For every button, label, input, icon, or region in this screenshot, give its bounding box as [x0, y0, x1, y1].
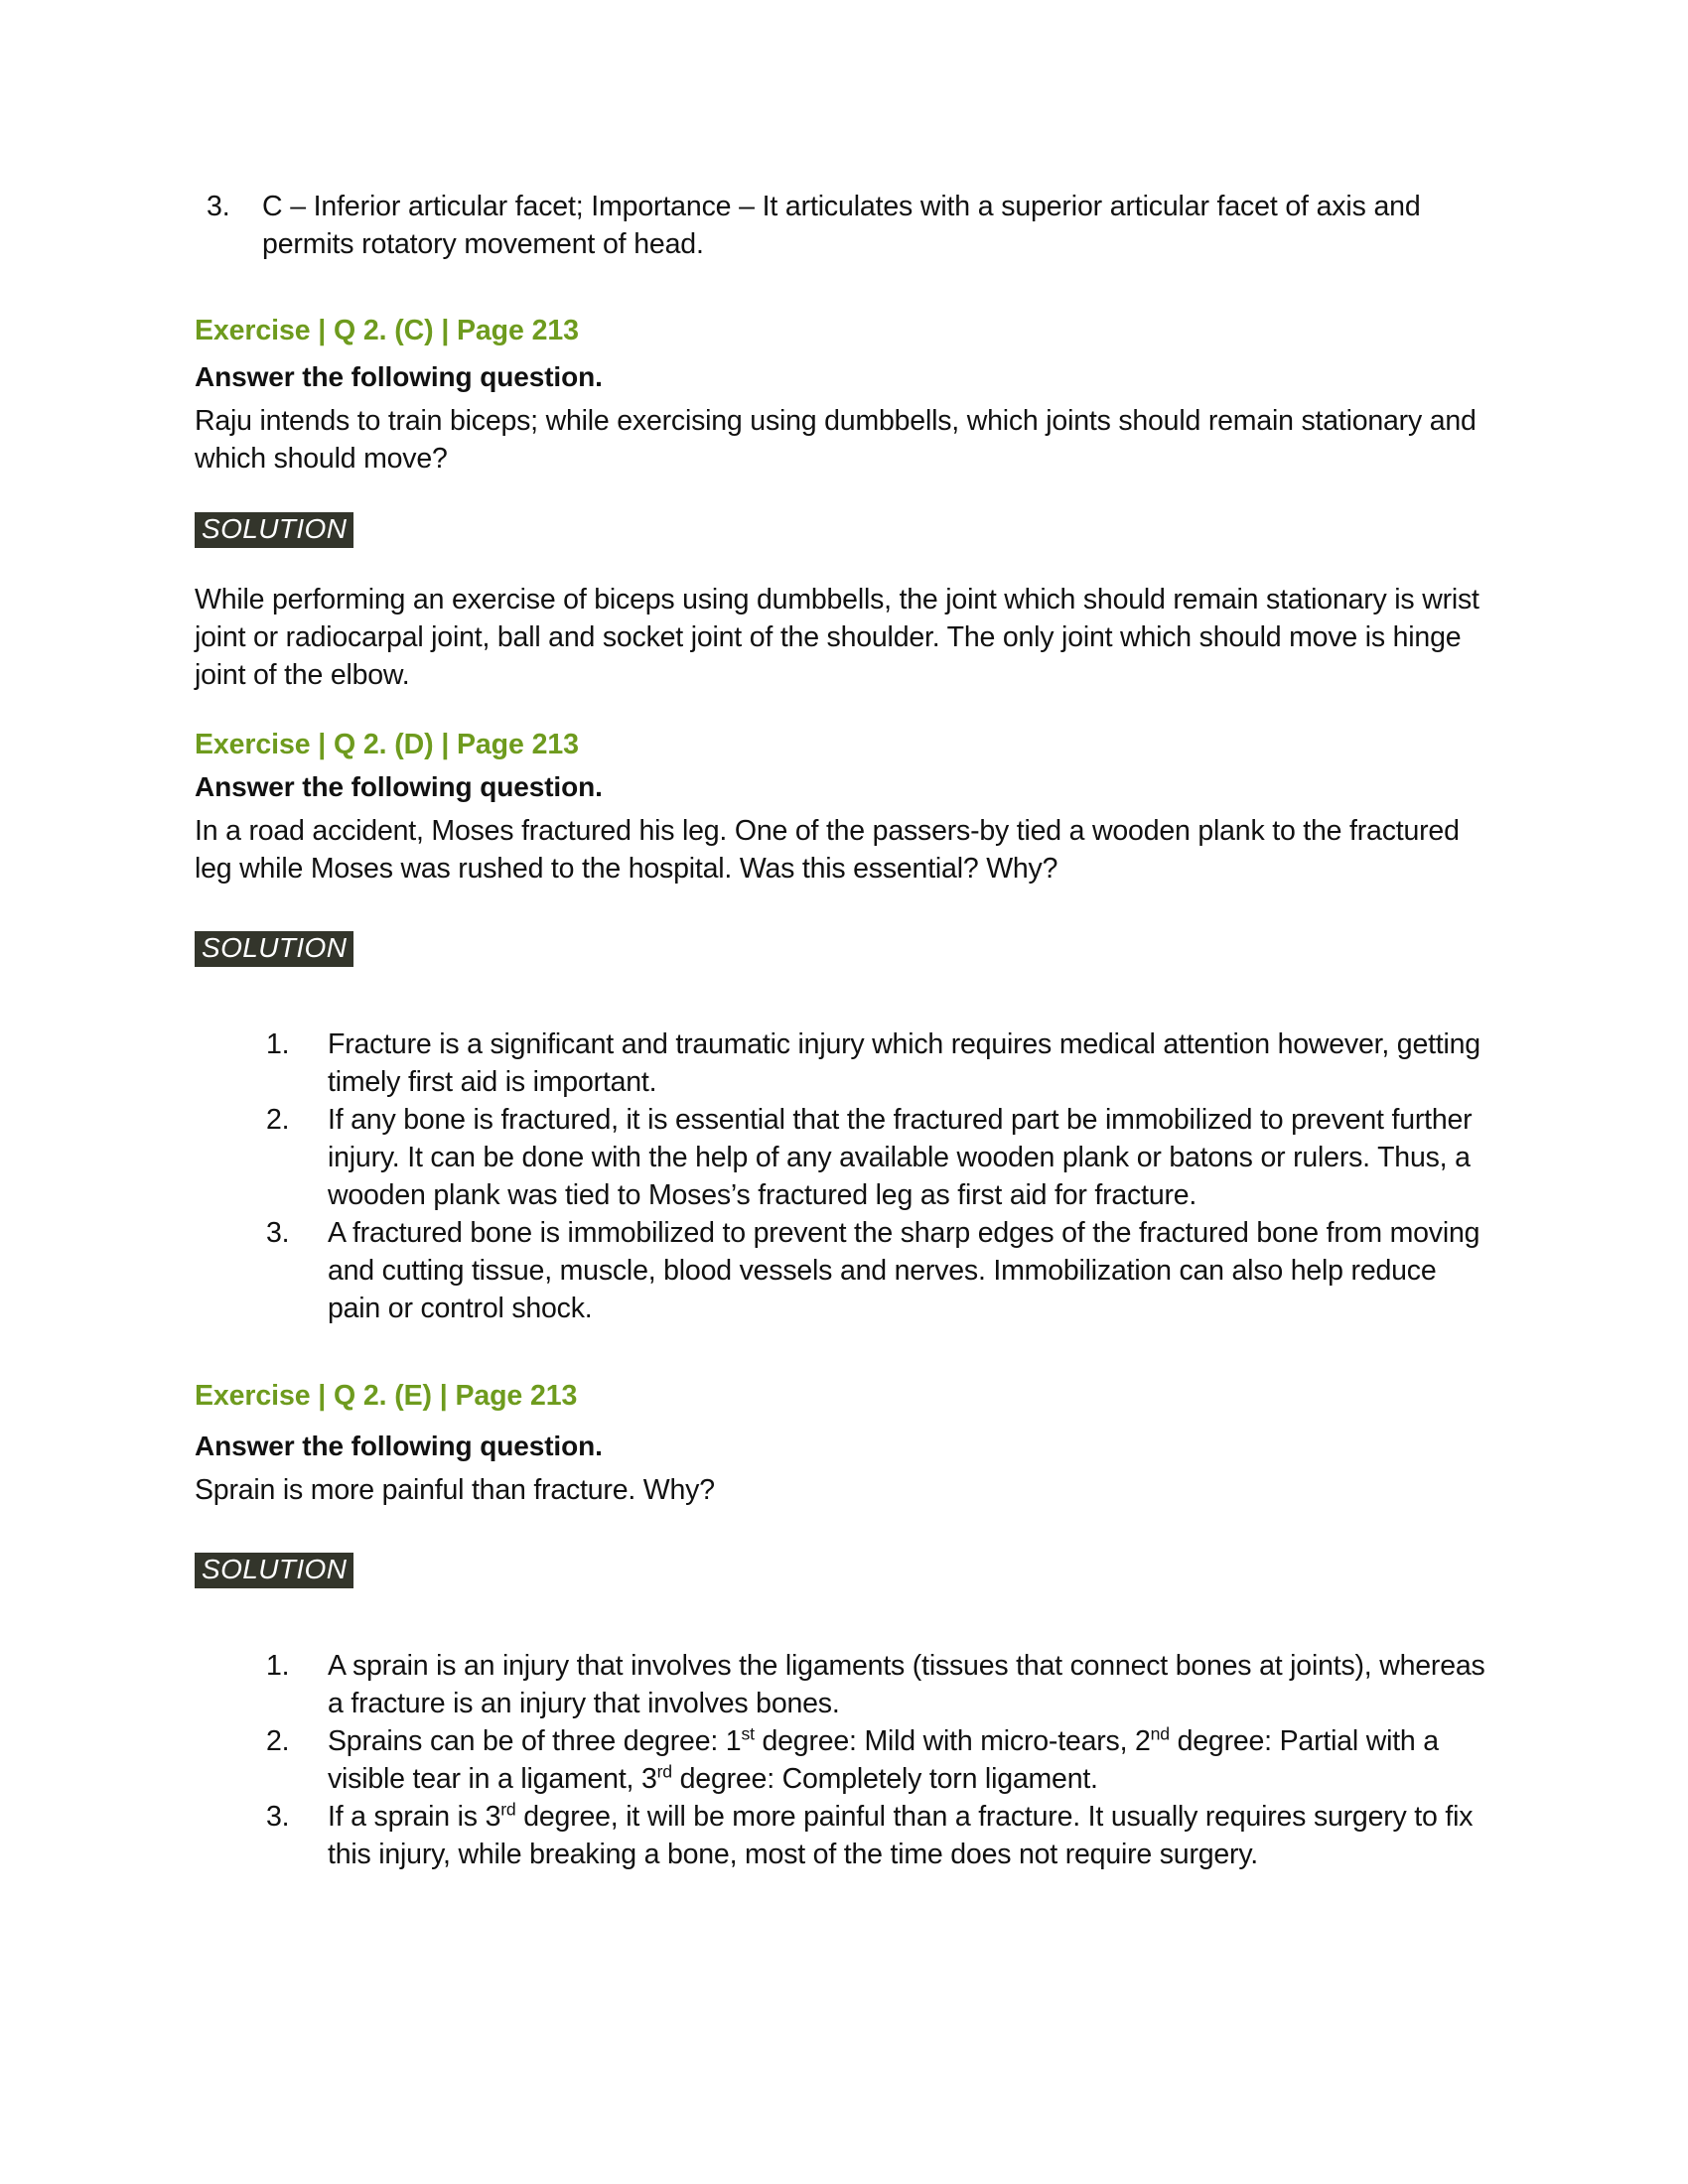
list-item-text: A sprain is an injury that involves the ligaments (tissues that connect bones at joints), whereas a fracture is an injury that involves bones.: [328, 1650, 1485, 1720]
list-item-number: 2.: [266, 1725, 290, 1758]
exercise-heading: Exercise | Q 2. (E) | Page 213: [195, 1379, 578, 1412]
list-item-number: 3.: [266, 1801, 290, 1834]
exercise-heading: Exercise | Q 2. (C) | Page 213: [195, 315, 579, 347]
question-prompt: Answer the following question.: [195, 770, 603, 802]
intro-answer-list: [195, 189, 1495, 263]
list-item-number: 3.: [207, 191, 230, 222]
list-item-text: C – Inferior articular facet; Importance – It articulates with a superior articular facet of axis and permits rotatory movement of head.: [262, 191, 1421, 260]
list-item-number: 2.: [266, 1104, 290, 1137]
exercise-heading: Exercise | Q 2. (D) | Page 213: [195, 728, 579, 760]
question-prompt: Answer the following question.: [195, 1430, 603, 1461]
solution-badge: SOLUTION: [195, 1553, 353, 1588]
answer-list: [266, 1648, 1495, 1873]
list-item-text: Sprains can be of three degree: 1st degree: Mild with micro-tears, 2nd degree: Partial with a visible tear in a ligament, 3rd degree: Completely torn ligament.: [328, 1723, 1439, 1796]
list-item-number: 1.: [266, 1028, 290, 1061]
list-item: [266, 1102, 1495, 1215]
section-q2d: [195, 729, 1495, 1328]
list-item: [266, 1723, 1495, 1799]
list-item: [195, 189, 1495, 263]
answer-list: [266, 1026, 1495, 1327]
question-text: Raju intends to train biceps; while exercising using dumbbells, which joints should remain stationary and which should move?: [195, 405, 1477, 476]
list-item-text: If any bone is fractured, it is essential that the fractured part be immobilized to prevent further injury. It can be done with the help of any available wooden plank or batons or rulers. Thus, a wooden plank was tied to Moses’s fractured leg as first aid for fracture.: [328, 1104, 1473, 1212]
solution-badge: SOLUTION: [195, 512, 353, 548]
document-content: [195, 189, 1495, 1874]
section-q2c: [195, 315, 1495, 694]
list-item-text: Fracture is a significant and traumatic injury which requires medical attention however, getting timely first aid is important.: [328, 1028, 1480, 1099]
section-q2e: [195, 1380, 1495, 1874]
list-item: [266, 1799, 1495, 1874]
list-item-number: 3.: [266, 1216, 290, 1249]
list-item: [266, 1026, 1495, 1102]
list-item-text: A fractured bone is immobilized to prevent the sharp edges of the fractured bone from moving and cutting tissue, muscle, blood vessels and nerves. Immobilization can also help reduce pain or control shock.: [328, 1216, 1480, 1324]
list-item-number: 1.: [266, 1650, 290, 1683]
list-item-text: If a sprain is 3rd degree, it will be more painful than a fracture. It usually requires surgery to fix this injury, while breaking a bone, most of the time does not require surgery.: [328, 1799, 1474, 1870]
list-item: [266, 1215, 1495, 1328]
question-text: In a road accident, Moses fractured his leg. One of the passers-by tied a wooden plank to the fractured leg while Moses was rushed to the hospital. Was this essential? Why?: [195, 814, 1460, 885]
list-item: [266, 1648, 1495, 1723]
question-text: Sprain is more painful than fracture. Why?: [195, 1473, 715, 1506]
answer-paragraph: While performing an exercise of biceps using dumbbells, the joint which should remain stationary is wrist joint or radiocarpal joint, ball and socket joint of the shoulder. The only joint which should move is hinge joint of the elbow.: [195, 584, 1479, 691]
solution-badge: SOLUTION: [195, 931, 353, 967]
question-prompt: Answer the following question.: [195, 361, 603, 393]
